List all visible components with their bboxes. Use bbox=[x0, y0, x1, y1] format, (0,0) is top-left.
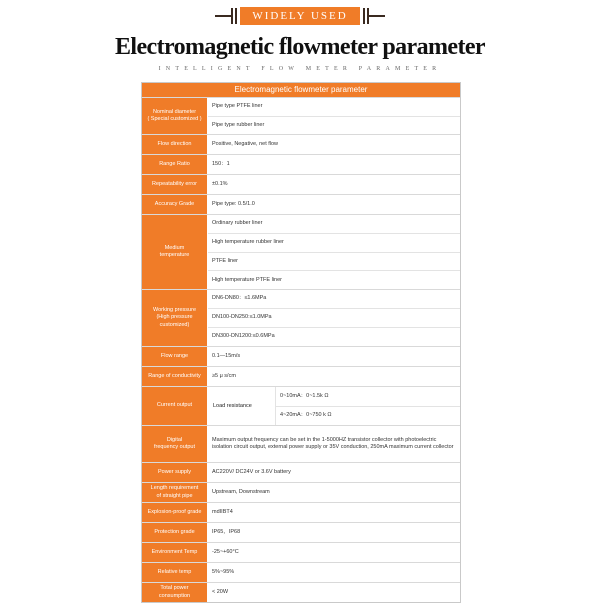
parameter-value: DN6-DN80：≤1.6MPa bbox=[208, 290, 460, 309]
parameter-label: Length requirement of straight pipe bbox=[142, 483, 208, 502]
parameter-value: AC220V/ DC24V or 3.6V battery bbox=[212, 468, 291, 475]
parameter-label: Current output bbox=[142, 387, 208, 425]
parameter-value: Pipe type PTFE liner bbox=[208, 98, 460, 117]
parameter-label: Range Ratio bbox=[142, 155, 208, 174]
banner-tick bbox=[363, 8, 365, 24]
parameter-label: Flow range bbox=[142, 347, 208, 366]
parameter-value: Pipe type: 0.5/1.0 bbox=[212, 200, 255, 207]
table-heading: Electromagnetic flowmeter parameter bbox=[142, 83, 460, 98]
parameter-sublabel: Load resistance bbox=[208, 387, 276, 425]
parameter-label: Accuracy Grade bbox=[142, 195, 208, 214]
parameter-label: Repeatability error bbox=[142, 175, 208, 194]
table-row bbox=[142, 195, 460, 215]
parameter-value: DN300-DN1200:≤0.6MPa bbox=[212, 333, 275, 340]
parameter-label: Power supply bbox=[142, 463, 208, 482]
parameter-label: Environment Temp bbox=[142, 543, 208, 562]
parameter-label: Flow direction bbox=[142, 135, 208, 154]
parameter-value: High temperature PTFE liner bbox=[212, 276, 282, 283]
parameter-value: -25~+60°C bbox=[212, 548, 239, 555]
parameter-value: Ordinary rubber liner bbox=[208, 215, 460, 234]
widely-used-banner bbox=[215, 7, 385, 25]
banner-label: WIDELY USED bbox=[240, 7, 360, 25]
parameter-value: < 20W bbox=[212, 588, 229, 595]
parameter-label: Relative temp bbox=[142, 563, 208, 582]
parameter-value: DN100-DN250:≤1.0MPa bbox=[208, 309, 460, 328]
parameter-value: 0~10mA：0~1.5k Ω bbox=[276, 387, 460, 407]
parameter-label: Nominal diameter ( Special customized ) bbox=[142, 98, 208, 134]
table-row bbox=[142, 135, 460, 155]
table-row bbox=[142, 367, 460, 387]
table-body bbox=[142, 98, 460, 602]
table-row bbox=[142, 543, 460, 563]
table-row bbox=[142, 503, 460, 523]
table-row bbox=[142, 98, 460, 135]
parameter-label: Explosion-proof grade bbox=[142, 503, 208, 522]
parameter-value: 150：1 bbox=[212, 160, 230, 167]
parameter-value: 4~20mA：0~750 k Ω bbox=[280, 412, 332, 419]
table-row bbox=[142, 387, 460, 426]
table-row bbox=[142, 426, 460, 463]
page-title: Electromagnetic flowmeter parameter bbox=[115, 34, 485, 60]
table-row bbox=[142, 290, 460, 347]
table-row bbox=[142, 563, 460, 583]
parameter-value: PTFE liner bbox=[208, 253, 460, 272]
parameter-value: Positive, Negative, net flow bbox=[212, 140, 279, 147]
parameter-label: Protection grade bbox=[142, 523, 208, 542]
parameter-value: Upstream, Downstream bbox=[212, 488, 270, 495]
parameter-value: Pipe type rubber liner bbox=[212, 121, 265, 128]
parameter-value: High temperature rubber liner bbox=[208, 234, 460, 253]
table-row bbox=[142, 215, 460, 290]
parameter-label: Range of conductivity bbox=[142, 367, 208, 386]
banner-tick bbox=[231, 8, 233, 24]
parameter-value: mdIIBT4 bbox=[212, 508, 233, 515]
parameter-table bbox=[141, 82, 461, 603]
parameter-value: ≥5 μ s/cm bbox=[212, 372, 236, 379]
table-row bbox=[142, 463, 460, 483]
parameter-label: Working pressure (High pressure customized) bbox=[142, 290, 208, 346]
parameter-value: ±0.1% bbox=[212, 180, 228, 187]
parameter-value: 0.1—15m/s bbox=[212, 352, 241, 359]
table-row bbox=[142, 523, 460, 543]
table-row bbox=[142, 347, 460, 367]
table-row bbox=[142, 175, 460, 195]
page-subtitle: INTELLIGENT FLOW METER PARAMETER bbox=[158, 66, 442, 72]
parameter-label: Digital frequency output bbox=[142, 426, 208, 462]
table-row bbox=[142, 483, 460, 503]
banner-right-bar bbox=[369, 15, 385, 17]
banner-tick bbox=[235, 8, 237, 24]
parameter-value: 5%~95% bbox=[212, 568, 235, 575]
parameter-value: IP65，IP68 bbox=[212, 528, 241, 535]
parameter-label: Total power consumption bbox=[142, 583, 208, 602]
table-row bbox=[142, 583, 460, 602]
parameter-value: Maximum output frequency can be set in the 1-5000HZ transistor collector with photoelectric isolation circuit output, external power supply or 35V conduction, 250mA maximum current collector bbox=[212, 436, 454, 450]
table-row bbox=[142, 155, 460, 175]
parameter-label: Medium temperature bbox=[142, 215, 208, 289]
banner-left-bar bbox=[215, 15, 231, 17]
